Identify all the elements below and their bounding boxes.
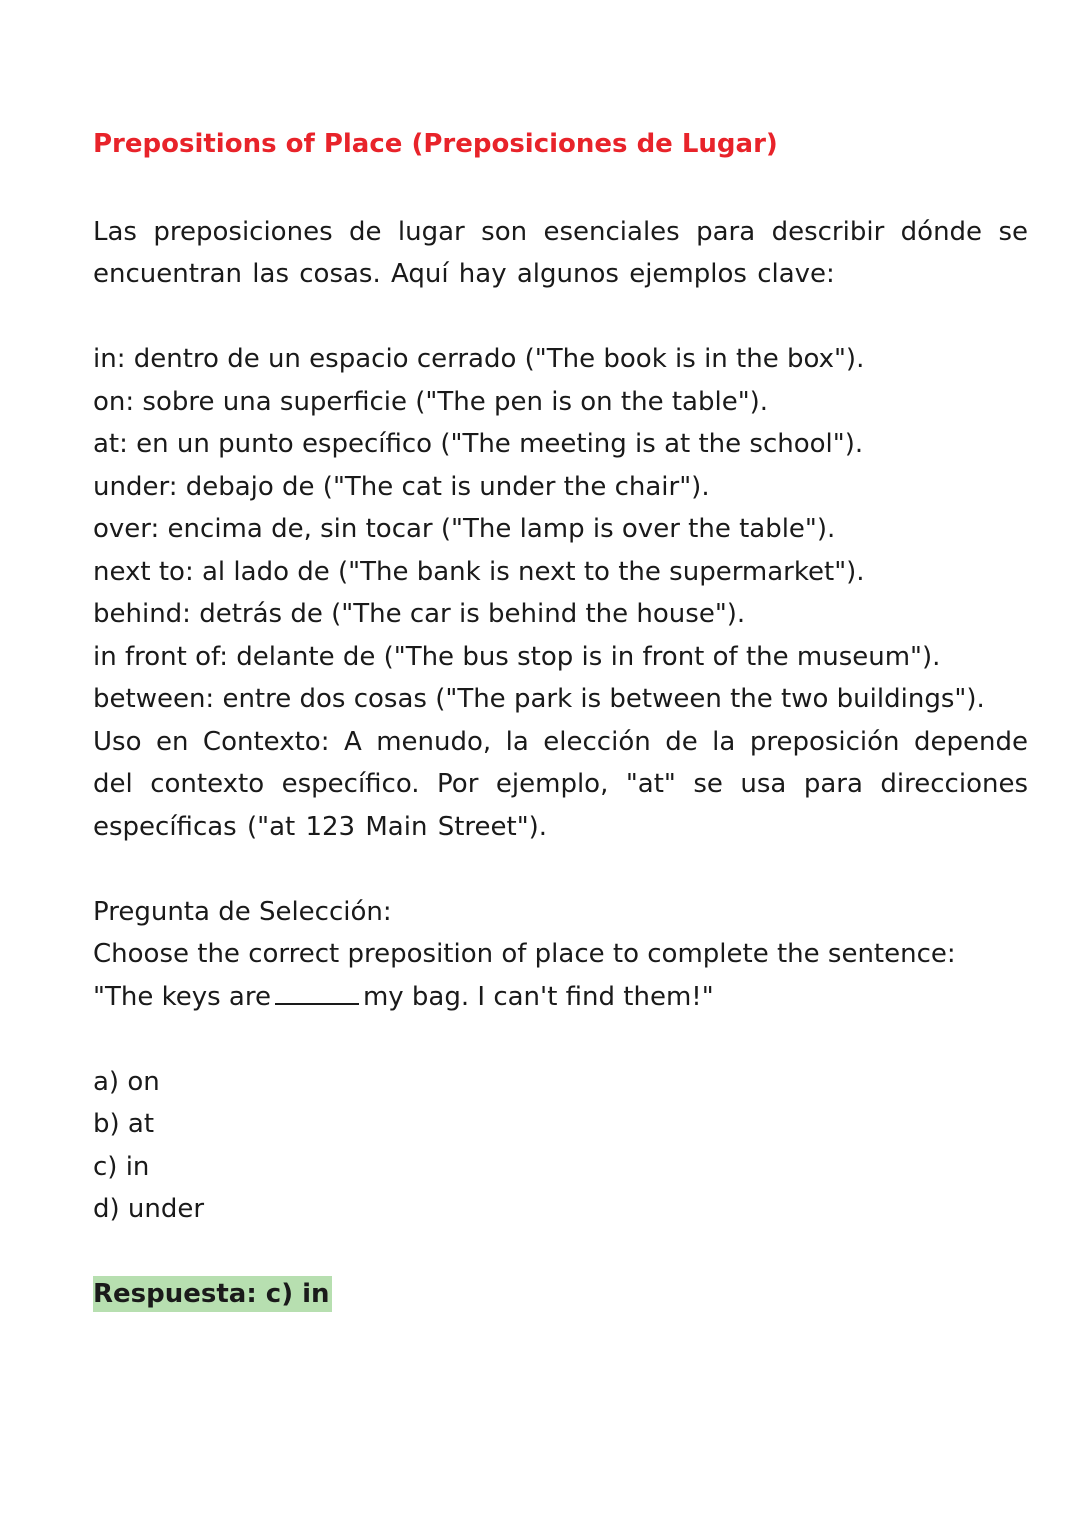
- context-paragraph: Uso en Contexto: A menudo, la elección de la preposición depende del contexto específico. Por ejemplo, "at" se usa para direcciones específicas ("at 123 Main Street").: [93, 726, 1028, 842]
- page-title: Prepositions of Place (Preposiciones de Lugar): [93, 129, 778, 159]
- example-item: behind: detrás de ("The car is behind the house").: [93, 599, 746, 629]
- option-item: a) on: [93, 1066, 160, 1097]
- spacer: [93, 1018, 1028, 1061]
- options-list: [93, 1061, 1028, 1231]
- document-page: [93, 120, 1028, 1316]
- option-item: c) in: [93, 1151, 150, 1182]
- option-item: b) at: [93, 1109, 155, 1139]
- answer-line: [93, 1273, 1028, 1316]
- example-item: over: encima de, sin tocar ("The lamp is over the table").: [93, 514, 836, 544]
- sentence-start: "The keys are: [93, 981, 271, 1012]
- answer-highlight: Respuesta: c) in: [93, 1276, 332, 1312]
- question-sentence: [93, 976, 1028, 1019]
- question-block: [93, 891, 1028, 1019]
- example-item: in front of: delante de ("The bus stop is in front of the museum").: [93, 641, 941, 672]
- sentence-end: my bag. I can't find them!": [362, 981, 714, 1012]
- example-item: under: debajo de ("The cat is under the chair").: [93, 471, 710, 502]
- example-item: in: dentro de un espacio cerrado ("The book is in the box").: [93, 344, 865, 374]
- question-heading: Pregunta de Selección:: [93, 896, 392, 927]
- spacer: [93, 296, 1028, 339]
- examples-list: [93, 338, 1028, 721]
- example-item: next to: al lado de ("The bank is next to the supermarket").: [93, 556, 865, 587]
- example-item: on: sobre una superficie ("The pen is on the table").: [93, 386, 769, 417]
- question-prompt: Choose the correct preposition of place to complete the sentence:: [93, 939, 956, 969]
- spacer: [93, 1231, 1028, 1274]
- fill-in-blank: [275, 981, 359, 1005]
- example-item: between: entre dos cosas ("The park is between the two buildings").: [93, 684, 985, 714]
- example-item: at: en un punto específico ("The meeting is at the school").: [93, 429, 864, 459]
- intro-paragraph: Las preposiciones de lugar son esenciales para describir dónde se encuentran las cosas. Aquí hay algunos ejemplos clave:: [93, 216, 1028, 289]
- spacer: [93, 168, 1028, 211]
- option-item: d) under: [93, 1194, 205, 1224]
- spacer: [93, 848, 1028, 891]
